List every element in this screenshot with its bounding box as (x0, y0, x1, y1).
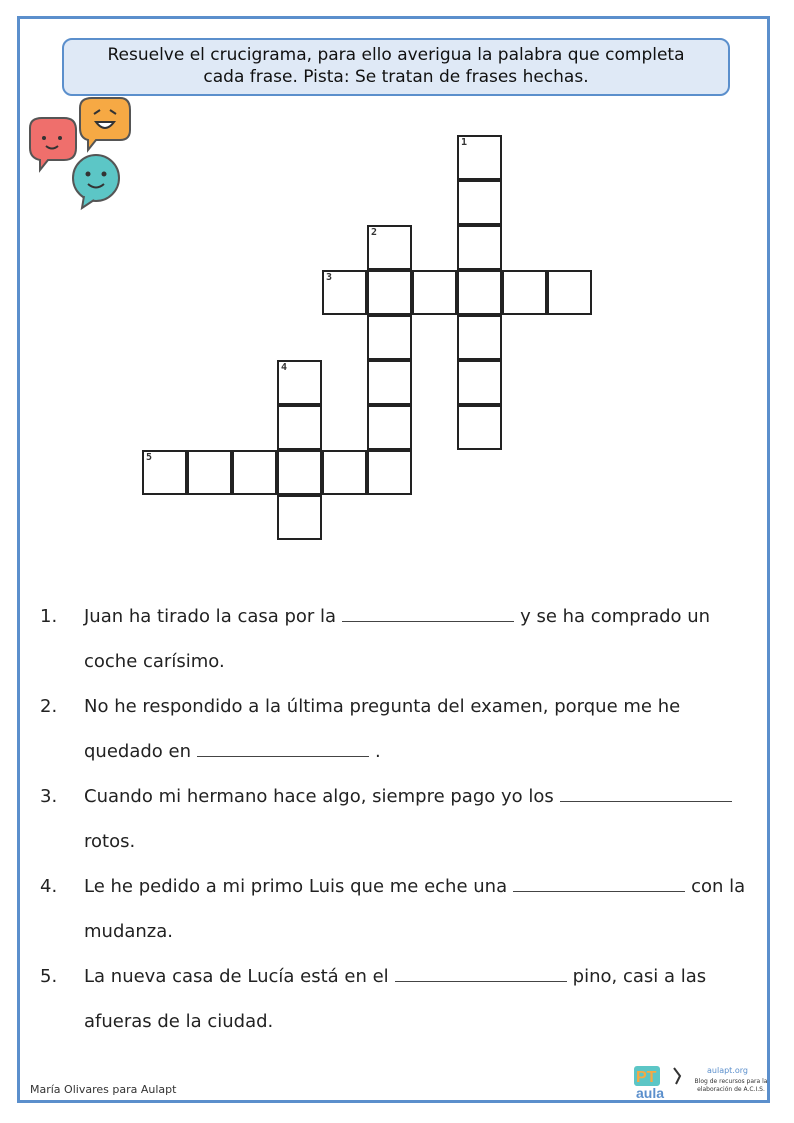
clue-text-after: . (375, 741, 381, 762)
clue-number: 3 (326, 272, 333, 283)
clue-list (40, 594, 760, 1044)
clue-text-before: Le he pedido a mi primo Luis que me eche una (84, 876, 508, 897)
clue-text-before: Juan ha tirado la casa por la (84, 606, 337, 627)
clue-item (40, 684, 760, 774)
speech-bubbles-icon (24, 96, 134, 211)
crossword-cell[interactable] (457, 315, 502, 360)
crossword-cell[interactable] (457, 225, 502, 270)
crossword-cell[interactable] (322, 450, 367, 495)
svg-text:PT: PT (636, 1069, 657, 1086)
answer-blank[interactable] (560, 777, 732, 802)
crossword-cell[interactable] (412, 270, 457, 315)
answer-blank[interactable] (342, 597, 514, 622)
crossword-cell[interactable] (367, 360, 412, 405)
answer-blank[interactable] (395, 957, 567, 982)
clue-item (40, 774, 760, 864)
clue-number: 4 (281, 362, 288, 373)
crossword-cell[interactable] (457, 180, 502, 225)
instruction-line-2: cada frase. Pista: Se tratan de frases hechas. (203, 67, 589, 87)
crossword-cell[interactable] (187, 450, 232, 495)
clue-text-after: con la mudanza. (84, 876, 746, 942)
crossword-cell[interactable] (367, 450, 412, 495)
crossword-cell[interactable] (367, 270, 412, 315)
clue-text-after: rotos. (84, 831, 136, 852)
clue-item-number: 3. (40, 786, 58, 807)
clue-item (40, 864, 760, 954)
crossword-cell[interactable] (547, 270, 592, 315)
clue-text-before: La nueva casa de Lucía está en el (84, 966, 389, 987)
crossword-cell[interactable] (232, 450, 277, 495)
crossword-cell[interactable] (322, 270, 367, 315)
author-credit: María Olivares para Aulapt (30, 1083, 177, 1096)
clue-text-after: y se ha comprado un coche carísimo. (84, 606, 711, 672)
crossword-cell[interactable] (277, 495, 322, 540)
clue-item-number: 5. (40, 966, 58, 987)
crossword-cell[interactable] (457, 360, 502, 405)
clue-number: 5 (146, 452, 153, 463)
clue-item-number: 1. (40, 606, 58, 627)
crossword-cell[interactable] (367, 315, 412, 360)
clue-item (40, 954, 760, 1044)
crossword-cell[interactable] (277, 405, 322, 450)
crossword-cell[interactable] (457, 270, 502, 315)
crossword-cell[interactable] (277, 360, 322, 405)
clue-text-after: pino, casi a las afueras de la ciudad. (84, 966, 707, 1032)
crossword-cell[interactable] (367, 225, 412, 270)
answer-blank[interactable] (513, 867, 685, 892)
crossword-cell[interactable] (277, 450, 322, 495)
answer-blank[interactable] (197, 732, 369, 757)
clue-text-before: Cuando mi hermano hace algo, siempre pago yo los (84, 786, 554, 807)
clue-text-before: No he respondido a la última pregunta del examen, porque me he quedado en (84, 696, 681, 762)
instruction-line-1: Resuelve el crucigrama, para ello averigua la palabra que completa (107, 45, 685, 65)
clue-item-number: 4. (40, 876, 58, 897)
clue-number: 1 (461, 137, 468, 148)
logo-description: Blog de recursos para la elaboración de A.C.I.S. (694, 1078, 768, 1093)
crossword-cell[interactable] (457, 405, 502, 450)
clue-item (40, 594, 760, 684)
clue-item-number: 2. (40, 696, 58, 717)
crossword-cell[interactable] (142, 450, 187, 495)
svg-text:aula: aula (636, 1085, 665, 1101)
crossword-cell[interactable] (457, 135, 502, 180)
logo-url: aulapt.org (707, 1066, 748, 1075)
instruction-box (62, 38, 730, 96)
crossword-cell[interactable] (502, 270, 547, 315)
crossword-cell[interactable] (367, 405, 412, 450)
clue-number: 2 (371, 227, 378, 238)
